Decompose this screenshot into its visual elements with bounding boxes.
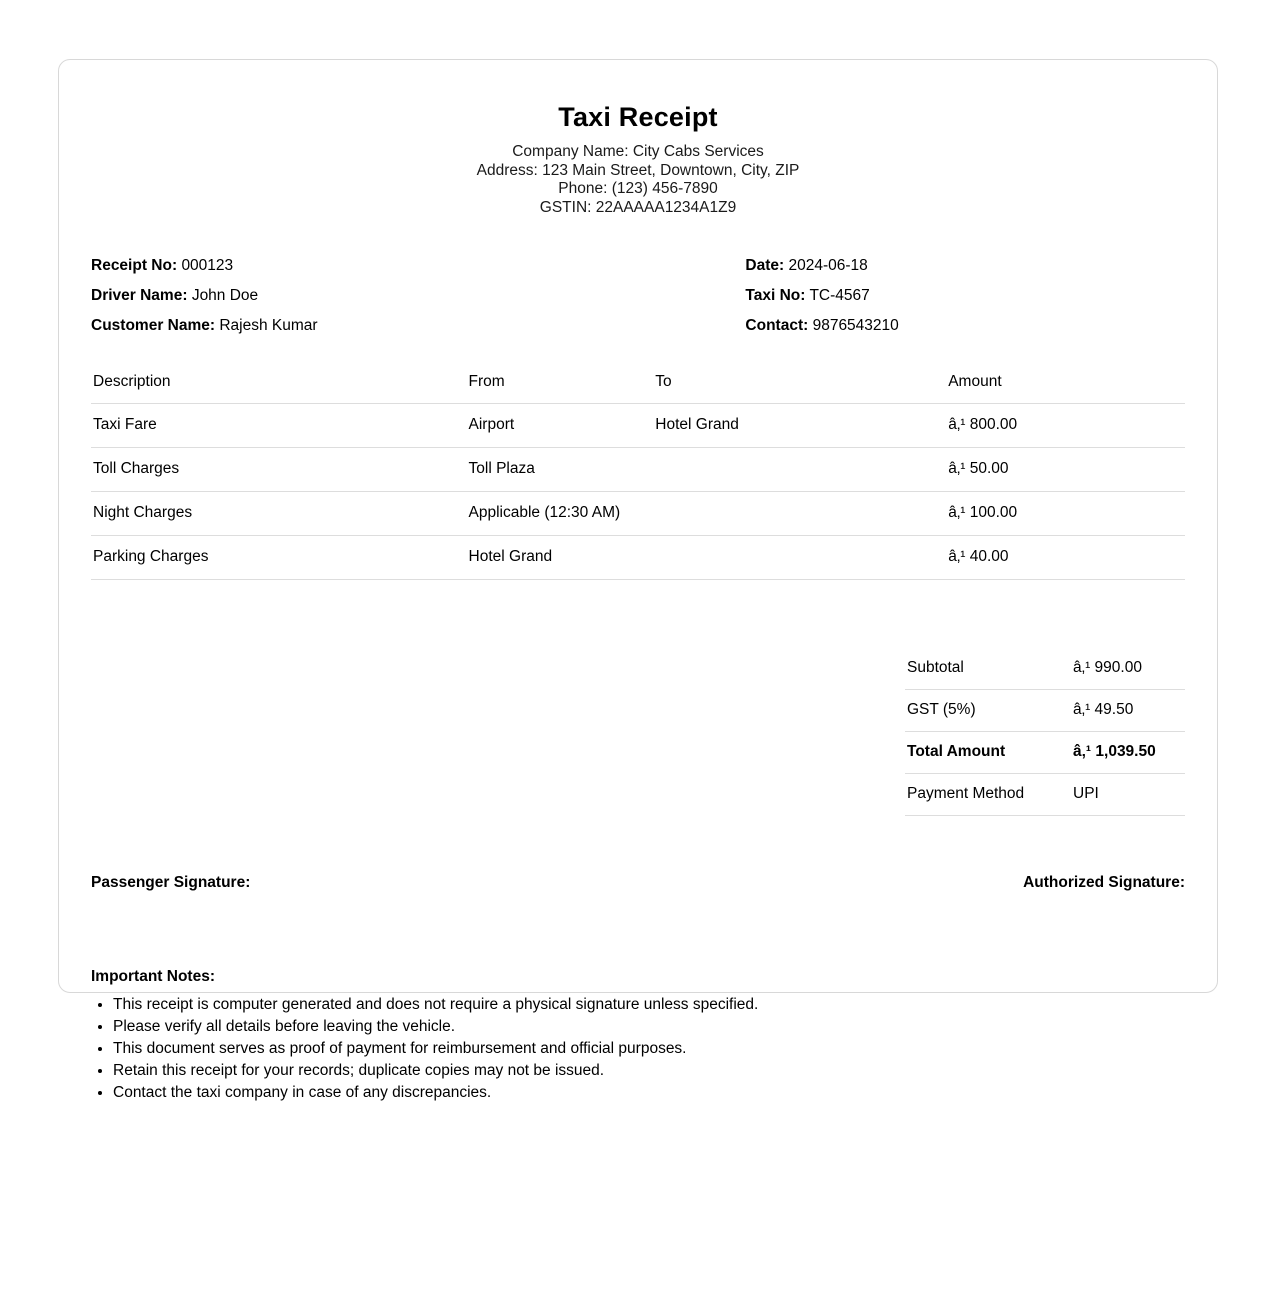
taxi-no-row <box>745 281 1185 311</box>
page-title: Taxi Receipt <box>558 102 718 132</box>
driver-name-row <box>91 281 745 311</box>
cell-amount: â‚¹ 100.00 <box>946 492 1185 536</box>
column-header-amount: Amount <box>946 367 1185 404</box>
table-row <box>91 448 1185 492</box>
signature-section <box>91 874 1185 892</box>
total-amount-value: â‚¹ 1,039.50 <box>1071 732 1185 774</box>
payment-method-label: Payment Method <box>905 774 1071 816</box>
receipt-no-row <box>91 251 745 281</box>
receipt-no-label: Receipt No: <box>91 257 178 274</box>
column-header-description: Description <box>91 367 467 404</box>
cell-to <box>653 536 946 580</box>
column-header-from: From <box>467 367 654 404</box>
cell-from: Applicable (12:30 AM) <box>467 492 654 536</box>
totals-row-gst <box>905 690 1185 732</box>
total-amount-label: Total Amount <box>905 732 1071 774</box>
driver-name-value: John Doe <box>191 287 259 304</box>
charges-table-head <box>91 367 1185 404</box>
cell-amount: â‚¹ 40.00 <box>946 536 1185 580</box>
subtotal-label: Subtotal <box>905 648 1071 690</box>
company-details <box>91 143 1185 217</box>
cell-to <box>653 448 946 492</box>
taxi-no-value: TC-4567 <box>809 287 870 304</box>
customer-name-row <box>91 311 745 341</box>
payment-method-value: UPI <box>1071 774 1185 816</box>
cell-description: Parking Charges <box>91 536 467 580</box>
important-notes-list <box>91 994 1185 1104</box>
company-phone-line: Phone: (123) 456-7890 <box>558 180 718 197</box>
receipt-meta-right <box>745 251 1185 341</box>
company-address-line: Address: 123 Main Street, Downtown, City, ZIP <box>476 161 800 179</box>
gst-label: GST (5%) <box>905 690 1071 732</box>
cell-amount: â‚¹ 800.00 <box>946 404 1185 448</box>
authorized-signature-label: Authorized Signature: <box>1023 874 1185 891</box>
cell-to: Hotel Grand <box>653 404 946 448</box>
cell-description: Night Charges <box>91 492 467 536</box>
list-item: • This receipt is computer generated and does not require a physical signature unless specified. <box>113 994 1185 1016</box>
contact-value: 9876543210 <box>812 317 899 334</box>
receipt-meta <box>91 251 1185 341</box>
driver-name-label: Driver Name: <box>91 287 188 304</box>
receipt-no-value: 000123 <box>181 257 234 274</box>
contact-label: Contact: <box>745 317 809 334</box>
list-item: • Please verify all details before leaving the vehicle. <box>113 1016 1185 1038</box>
passenger-signature-label: Passenger Signature: <box>91 874 251 891</box>
totals-table <box>905 648 1185 816</box>
charges-table-body <box>91 404 1185 580</box>
gst-value: â‚¹ 49.50 <box>1071 690 1185 732</box>
totals-row-payment-method <box>905 774 1185 816</box>
cell-from: Hotel Grand <box>467 536 654 580</box>
totals-section <box>91 648 1185 816</box>
cell-to <box>653 492 946 536</box>
customer-name-value: Rajesh Kumar <box>219 317 318 334</box>
list-item: • This document serves as proof of payment for reimbursement and official purposes. <box>113 1038 1185 1060</box>
customer-name-label: Customer Name: <box>91 317 216 334</box>
cell-description: Taxi Fare <box>91 404 467 448</box>
table-row <box>91 492 1185 536</box>
cell-description: Toll Charges <box>91 448 467 492</box>
cell-from: Airport <box>467 404 654 448</box>
list-item: • Contact the taxi company in case of any discrepancies. <box>113 1082 1185 1104</box>
date-row <box>745 251 1185 281</box>
important-notes <box>91 968 1185 1104</box>
table-row <box>91 536 1185 580</box>
date-label: Date: <box>745 257 785 274</box>
cell-amount: â‚¹ 50.00 <box>946 448 1185 492</box>
contact-row <box>745 311 1185 341</box>
totals-row-subtotal <box>905 648 1185 690</box>
important-notes-title: Important Notes: <box>91 968 215 985</box>
totals-table-body <box>905 648 1185 816</box>
date-value: 2024-06-18 <box>788 257 868 274</box>
receipt-meta-left <box>91 251 745 341</box>
company-gstin-line: GSTIN: 22AAAAA1234A1Z9 <box>539 198 737 216</box>
receipt-body <box>59 60 1217 1104</box>
cell-from: Toll Plaza <box>467 448 654 492</box>
list-item: • Retain this receipt for your records; duplicate copies may not be issued. <box>113 1060 1185 1082</box>
charges-table <box>91 367 1185 580</box>
subtotal-value: â‚¹ 990.00 <box>1071 648 1185 690</box>
taxi-no-label: Taxi No: <box>745 287 806 304</box>
receipt-card <box>58 59 1218 1101</box>
table-header-row <box>91 367 1185 404</box>
table-row <box>91 404 1185 448</box>
company-name-line: Company Name: City Cabs Services <box>512 143 764 160</box>
column-header-to: To <box>653 367 946 404</box>
totals-row-total <box>905 732 1185 774</box>
